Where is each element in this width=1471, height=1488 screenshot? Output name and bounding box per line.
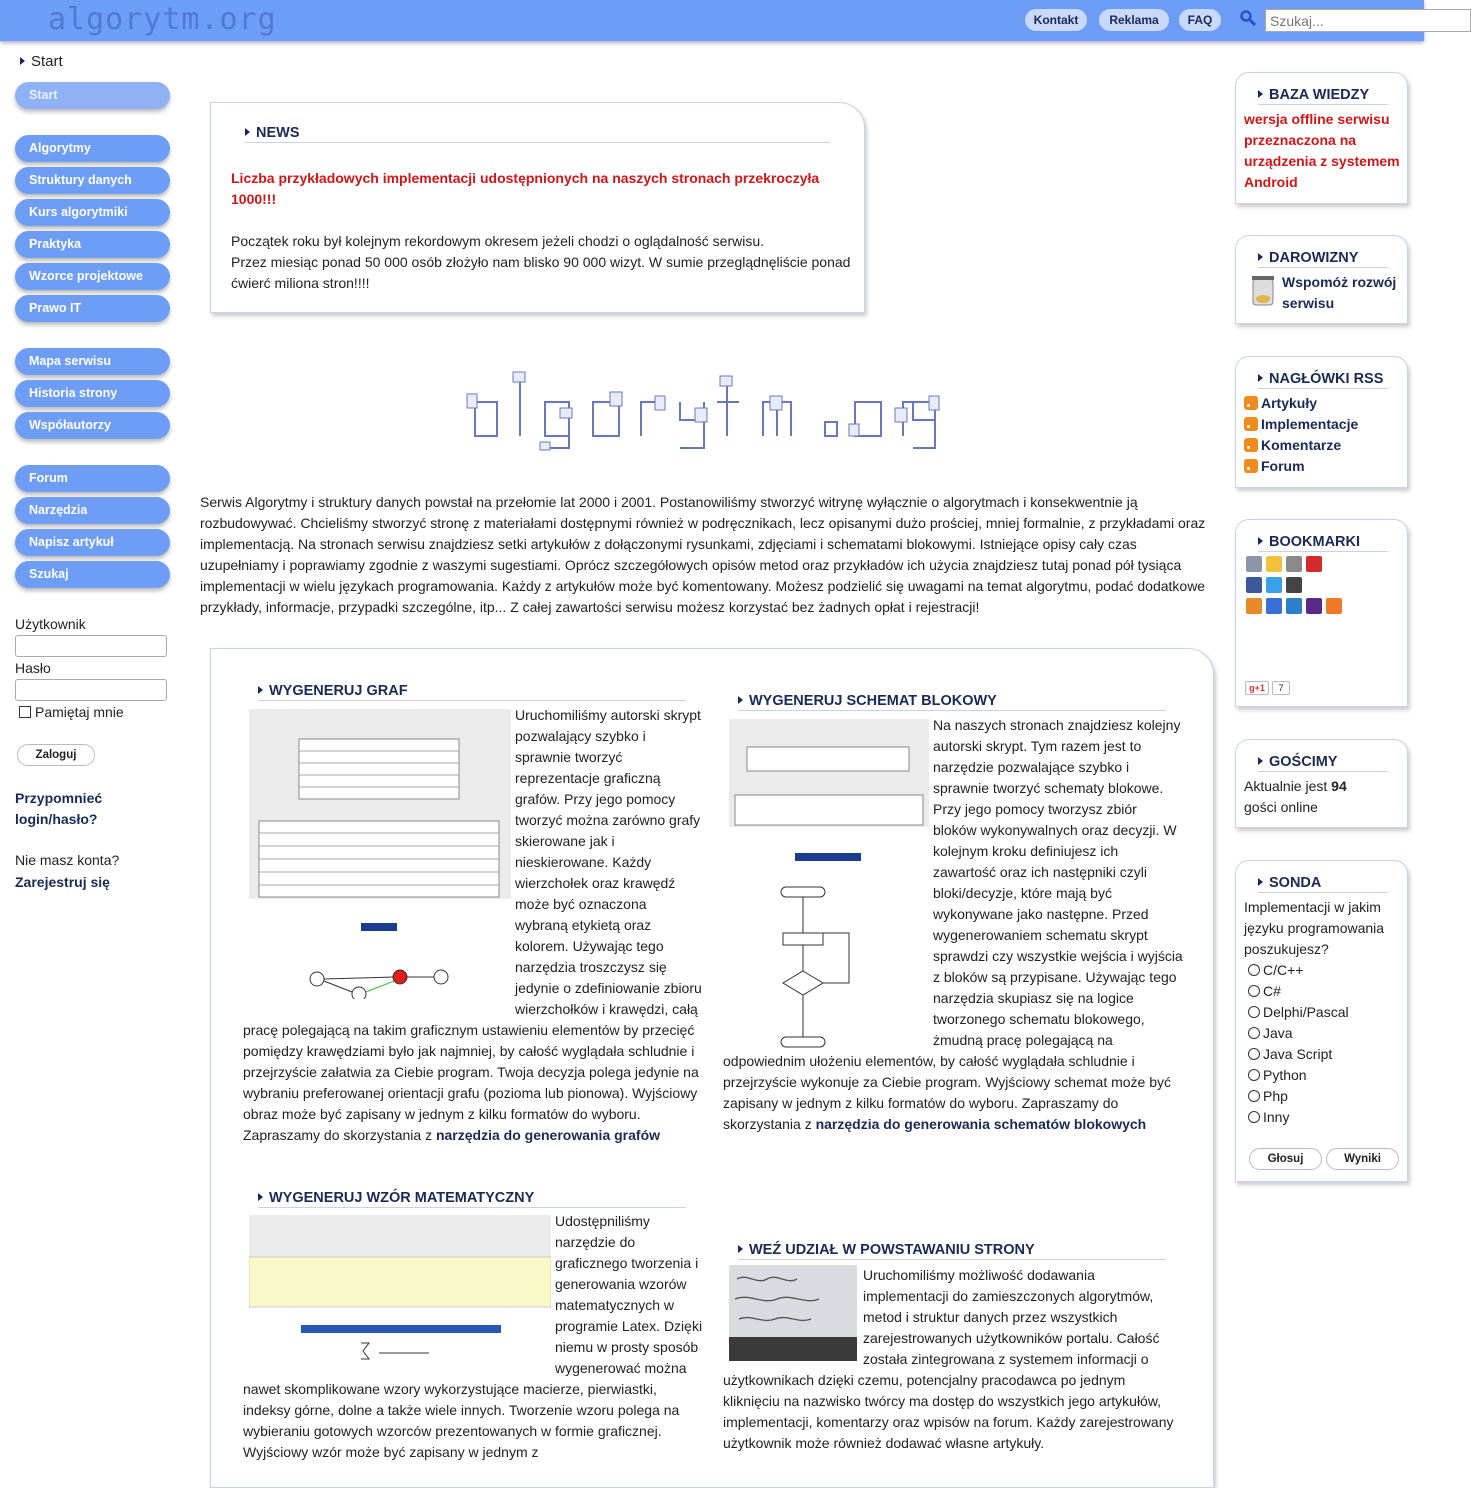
password-input[interactable] [15, 679, 167, 701]
goscimy-box [1235, 739, 1408, 828]
nav-napisz-artykul[interactable]: Napisz artykuł [15, 529, 170, 556]
logo-flowchart-image [465, 362, 945, 454]
arrow-icon [20, 57, 25, 65]
news-box [210, 102, 865, 313]
myspace-icon[interactable] [1286, 577, 1302, 593]
donation-jar-icon [1250, 273, 1276, 307]
udzial-float-spacer [723, 1265, 863, 1361]
darowizny-heading: DAROWIZNY [1258, 250, 1388, 268]
graf-float-spacer [243, 705, 515, 1020]
breadcrumb[interactable]: Start [20, 53, 63, 70]
poll-option-php[interactable]: Php [1248, 1086, 1288, 1107]
rss-komentarze[interactable]: Komentarze [1244, 435, 1341, 456]
udzial-heading: WEŹ UDZIAŁ W POWSTAWANIU STRONY [738, 1242, 1166, 1260]
poll-question: Implementacji w jakim języku programowania poszukujesz? [1244, 899, 1385, 957]
twitter-icon[interactable] [1266, 577, 1282, 593]
top-bar [0, 0, 1424, 41]
darowizny-box [1235, 235, 1408, 324]
wzor-text: Udostępniliśmy narzędzie do graficznego tworzenia i generowania wzorów matematycznych w programie Latex. Dzięki niemu w prosty sposób wygenerować można nawet skomplikowane wzory wykorzystujące macierze, pierwiastki, indeksy górne, dolne a także wiele innych. Tworzenie wzoru polega na wybieraniu gotowych wzorców prezentowanych w formie graficznej. Wyjściowy wzór może być zapisany w jednym z [243, 1213, 703, 1460]
goscimy-heading: GOŚCIMY [1258, 754, 1388, 772]
schemat-text: Na naszych stronach znajdziesz kolejny autorski skrypt. Tym razem jest to narzędzie pozwalające szybko i sprawnie tworzyć schematy blokowe. Przy jego pomocy tworzysz zbiór bloków wykonywalnych oraz decyzji. W kolejnym kroku definiujesz ich zawartość oraz ich następniki czyli bloki/decyzje, które mają być wykonywane jako następne. Przed wygenerowaniem schematu skrypt sprawdzi czy wszystkie wejścia i wyjścia z bloków są przypisane. Używając tego narzędzia skupiasz się na logice tworzonego schematu blokowego, żmudną pracę polegającą na odpowiednim ułożeniu elementów, by całość wyglądała schludnie i przejrzyście wykonuje za Ciebie program. Wyjściowy schemat może być zapisany w jednym z kilku formatów do wyboru. Zapraszamy do skorzystania z narzędzia do generowania schematów blokowych [723, 717, 1183, 1132]
features-box [210, 648, 1214, 1488]
username-label: Użytkownik [15, 616, 86, 632]
rss-icon [1244, 417, 1258, 431]
contact-link[interactable]: Kontakt [1025, 9, 1087, 31]
guests-online-text: Aktualnie jest 94 gości online [1244, 778, 1347, 815]
baza-heading: BAZA WIEDZY [1258, 87, 1388, 105]
ads-link[interactable]: Reklama [1099, 9, 1169, 31]
poll-option-delphi[interactable]: Delphi/Pascal [1248, 1002, 1349, 1023]
poll-option-java[interactable]: Java [1248, 1023, 1293, 1044]
vote-button[interactable]: Głosuj [1249, 1148, 1322, 1170]
rss-implementacje[interactable]: Implementacje [1244, 414, 1358, 435]
google-icon[interactable] [1266, 598, 1282, 614]
bookmarki-heading: BOOKMARKI [1258, 534, 1388, 552]
pdf-icon[interactable] [1306, 556, 1322, 572]
yahoo-icon[interactable] [1306, 598, 1322, 614]
facebook-icon[interactable] [1246, 577, 1262, 593]
login-button[interactable]: Zaloguj [17, 744, 95, 766]
schemat-float-spacer [723, 715, 933, 1051]
poll-option-javascript[interactable]: Java Script [1248, 1044, 1332, 1065]
sonda-heading: SONDA [1258, 875, 1388, 893]
blogger-icon[interactable] [1246, 598, 1262, 614]
rss-heading: NAGŁÓWKI RSS [1258, 371, 1388, 389]
bookmarki-box [1235, 519, 1408, 707]
nav-start[interactable]: Start [15, 82, 170, 109]
graf-heading: WYGENERUJ GRAF [258, 683, 686, 701]
remember-checkbox[interactable] [19, 706, 31, 718]
news-heading: NEWS [245, 125, 830, 143]
username-input[interactable] [15, 635, 167, 657]
rss-box [1235, 356, 1408, 488]
register-link[interactable]: Zarejestruj się [15, 874, 110, 890]
donate-link[interactable]: Wspomóż rozwój serwisu [1282, 274, 1397, 311]
wzor-float-spacer [243, 1211, 555, 1379]
rss-icon [1244, 438, 1258, 452]
baza-wiedzy-box [1235, 72, 1408, 204]
password-label: Hasło [15, 660, 51, 676]
nav-historia-strony[interactable]: Historia strony [15, 380, 170, 407]
remember-label: Pamiętaj mnie [35, 704, 124, 720]
poll-option-cpp[interactable]: C/C++ [1248, 960, 1303, 981]
intro-text: Serwis Algorytmy i struktury danych powstał na przełomie lat 2000 i 2001. Postanowiliśmy stworzyć witrynę wyłącznie o algorytmach i konsekwentnie ją rozbudowywać. Chcieliśmy stworzyć stronę z materiałami dostępnymi również w podręcznikach, lecz opisanymi dużo prościej, mniej formalnie, z przykładami oraz implementacją. Na stronach serwisu znajdziesz setki artykułów z dołączonymi rysunkami, zdjęciami i schematami blokowymi. Istniejące opisy cały czas uzupełniamy i poprawiamy zgodnie z waszymi sugestiami. Oprócz szczegółowych opisów metod oraz przykładów ich użycia znajdziesz tutaj ponad pół tysiąca implementacji w wielu językach programowania. Każdy z artykułów może być komentowany. Możesz podzielić się uwagami na temat algorytmu, podać dodatkowe przykłady, informacje, przypadki szczególne, itp... Z całej zawartości serwisu możesz korzystać bez żadnych opłat i rejestracji! [200, 494, 1206, 615]
udzial-text: Uruchomiliśmy możliwość dodawania implementacji do zamieszczonych algorytmów, metod i struktur danych przez wszystkich zarejestrowanych użytkowników portalu. Całość została zintegrowana z systemem informacji o użytkownikach dzięki czemu, potencjalny pracodawca po jednym kliknięciu na nazwisko twórcy ma dostęp do wszystkich jego artykułów, implementacji, komentarzy oraz wpisów na forum. Każdy zarejestrowany użytkownik może również dodawać własne artykuły. [723, 1267, 1174, 1451]
sonda-box [1235, 860, 1408, 1182]
nav-praktyka[interactable]: Praktyka [15, 231, 170, 258]
print-icon[interactable] [1286, 556, 1302, 572]
poll-option-inny[interactable]: Inny [1248, 1107, 1289, 1128]
nav-struktury-danych[interactable]: Struktury danych [15, 167, 170, 194]
nav-narzedzia[interactable]: Narzędzia [15, 497, 170, 524]
faq-link[interactable]: FAQ [1179, 9, 1221, 31]
graf-text: Uruchomiliśmy autorski skrypt pozwalający szybko i sprawnie tworzyć reprezentacje graficzną grafów. Przy jego pomocy tworzyć można zarówno grafy skierowane jak i nieskierowane. Każdy wierzchołek oraz krawędź może być oznaczona wybraną etykietą oraz kolorem. Używając tego narzędzia troszczysz się jedynie o zdefiniowanie zbioru wierzchołków i krawędzi, całą pracę polegającą na takim graficznym ustawieniu elementów by przecięć pomiędzy krawędziami było jak najmniej, by całość wyglądała schludnie i przejrzyście załatwia za Ciebie program. Twoja decyzja polega jedynie na wybraniu preferowanej orientacji grafu (pozioma lub pionowa). Wyjściowy obraz może być zapisany w jednym z kilku formatów do wyboru. Zapraszamy do skorzystania z narzędzia do generowania grafów [243, 707, 702, 1143]
wzor-heading: WYGENERUJ WZÓR MATEMATYCZNY [258, 1190, 686, 1208]
email-icon[interactable] [1246, 556, 1262, 572]
delicious-icon[interactable] [1286, 598, 1302, 614]
nav-szukaj[interactable]: Szukaj [15, 561, 170, 588]
news-body-2: Przez miesiąc ponad 50 000 osób złożyło nam blisko 90 000 wizyt. W sumie przeglądnęliście ponad ćwierć miliona stron!!!! [231, 254, 851, 291]
schemat-tool-link[interactable]: narzędzia do generowania schematów blokowych [815, 1116, 1147, 1132]
gplus-button[interactable]: g+1 [1245, 681, 1269, 695]
schemat-heading: WYGENERUJ SCHEMAT BLOKOWY [738, 693, 1166, 711]
site-logo[interactable]: algorytm.org [48, 2, 277, 37]
graf-tool-link[interactable]: narzędzia do generowania grafów [435, 1127, 661, 1143]
rss-forum[interactable]: Forum [1244, 456, 1305, 477]
news-headline: Liczba przykładowych implementacji udostępnionych na naszych stronach przekroczyła 1000!!! [231, 170, 820, 207]
nav-wzorce-projektowe[interactable]: Wzorce projektowe [15, 263, 170, 290]
rss-icon [1244, 396, 1258, 410]
nav-wspolautorzy[interactable]: Współautorzy [15, 412, 170, 439]
poll-option-csharp[interactable]: C# [1248, 981, 1281, 1002]
rss-icon [1244, 459, 1258, 473]
search-icon[interactable] [1240, 10, 1256, 26]
nav-forum[interactable]: Forum [15, 465, 170, 492]
news-body-1: Początek roku był kolejnym rekordowym okresem jeżeli chodzi o oglądalność serwisu. [231, 233, 765, 249]
rss-artykuly[interactable]: Artykuły [1244, 393, 1317, 414]
nav-mapa-serwisu[interactable]: Mapa serwisu [15, 348, 170, 375]
poll-option-python[interactable]: Python [1248, 1065, 1307, 1086]
nav-prawo-it[interactable]: Prawo IT [15, 295, 170, 322]
results-button[interactable]: Wyniki [1326, 1148, 1399, 1170]
favorite-icon[interactable] [1266, 556, 1282, 572]
search-input[interactable] [1265, 9, 1471, 32]
forgot-link[interactable]: Przypomnieć login/hasło? [15, 790, 103, 827]
no-account-text: Nie masz konta? [15, 852, 120, 868]
add-more-icon[interactable] [1326, 598, 1342, 614]
nav-kurs-algorytmiki[interactable]: Kurs algorytmiki [15, 199, 170, 226]
nav-algorytmy[interactable]: Algorytmy [15, 135, 170, 162]
gplus-count: 7 [1272, 681, 1290, 695]
baza-link[interactable]: wersja offline serwisu przeznaczona na urządzenia z systemem Android [1244, 111, 1400, 190]
